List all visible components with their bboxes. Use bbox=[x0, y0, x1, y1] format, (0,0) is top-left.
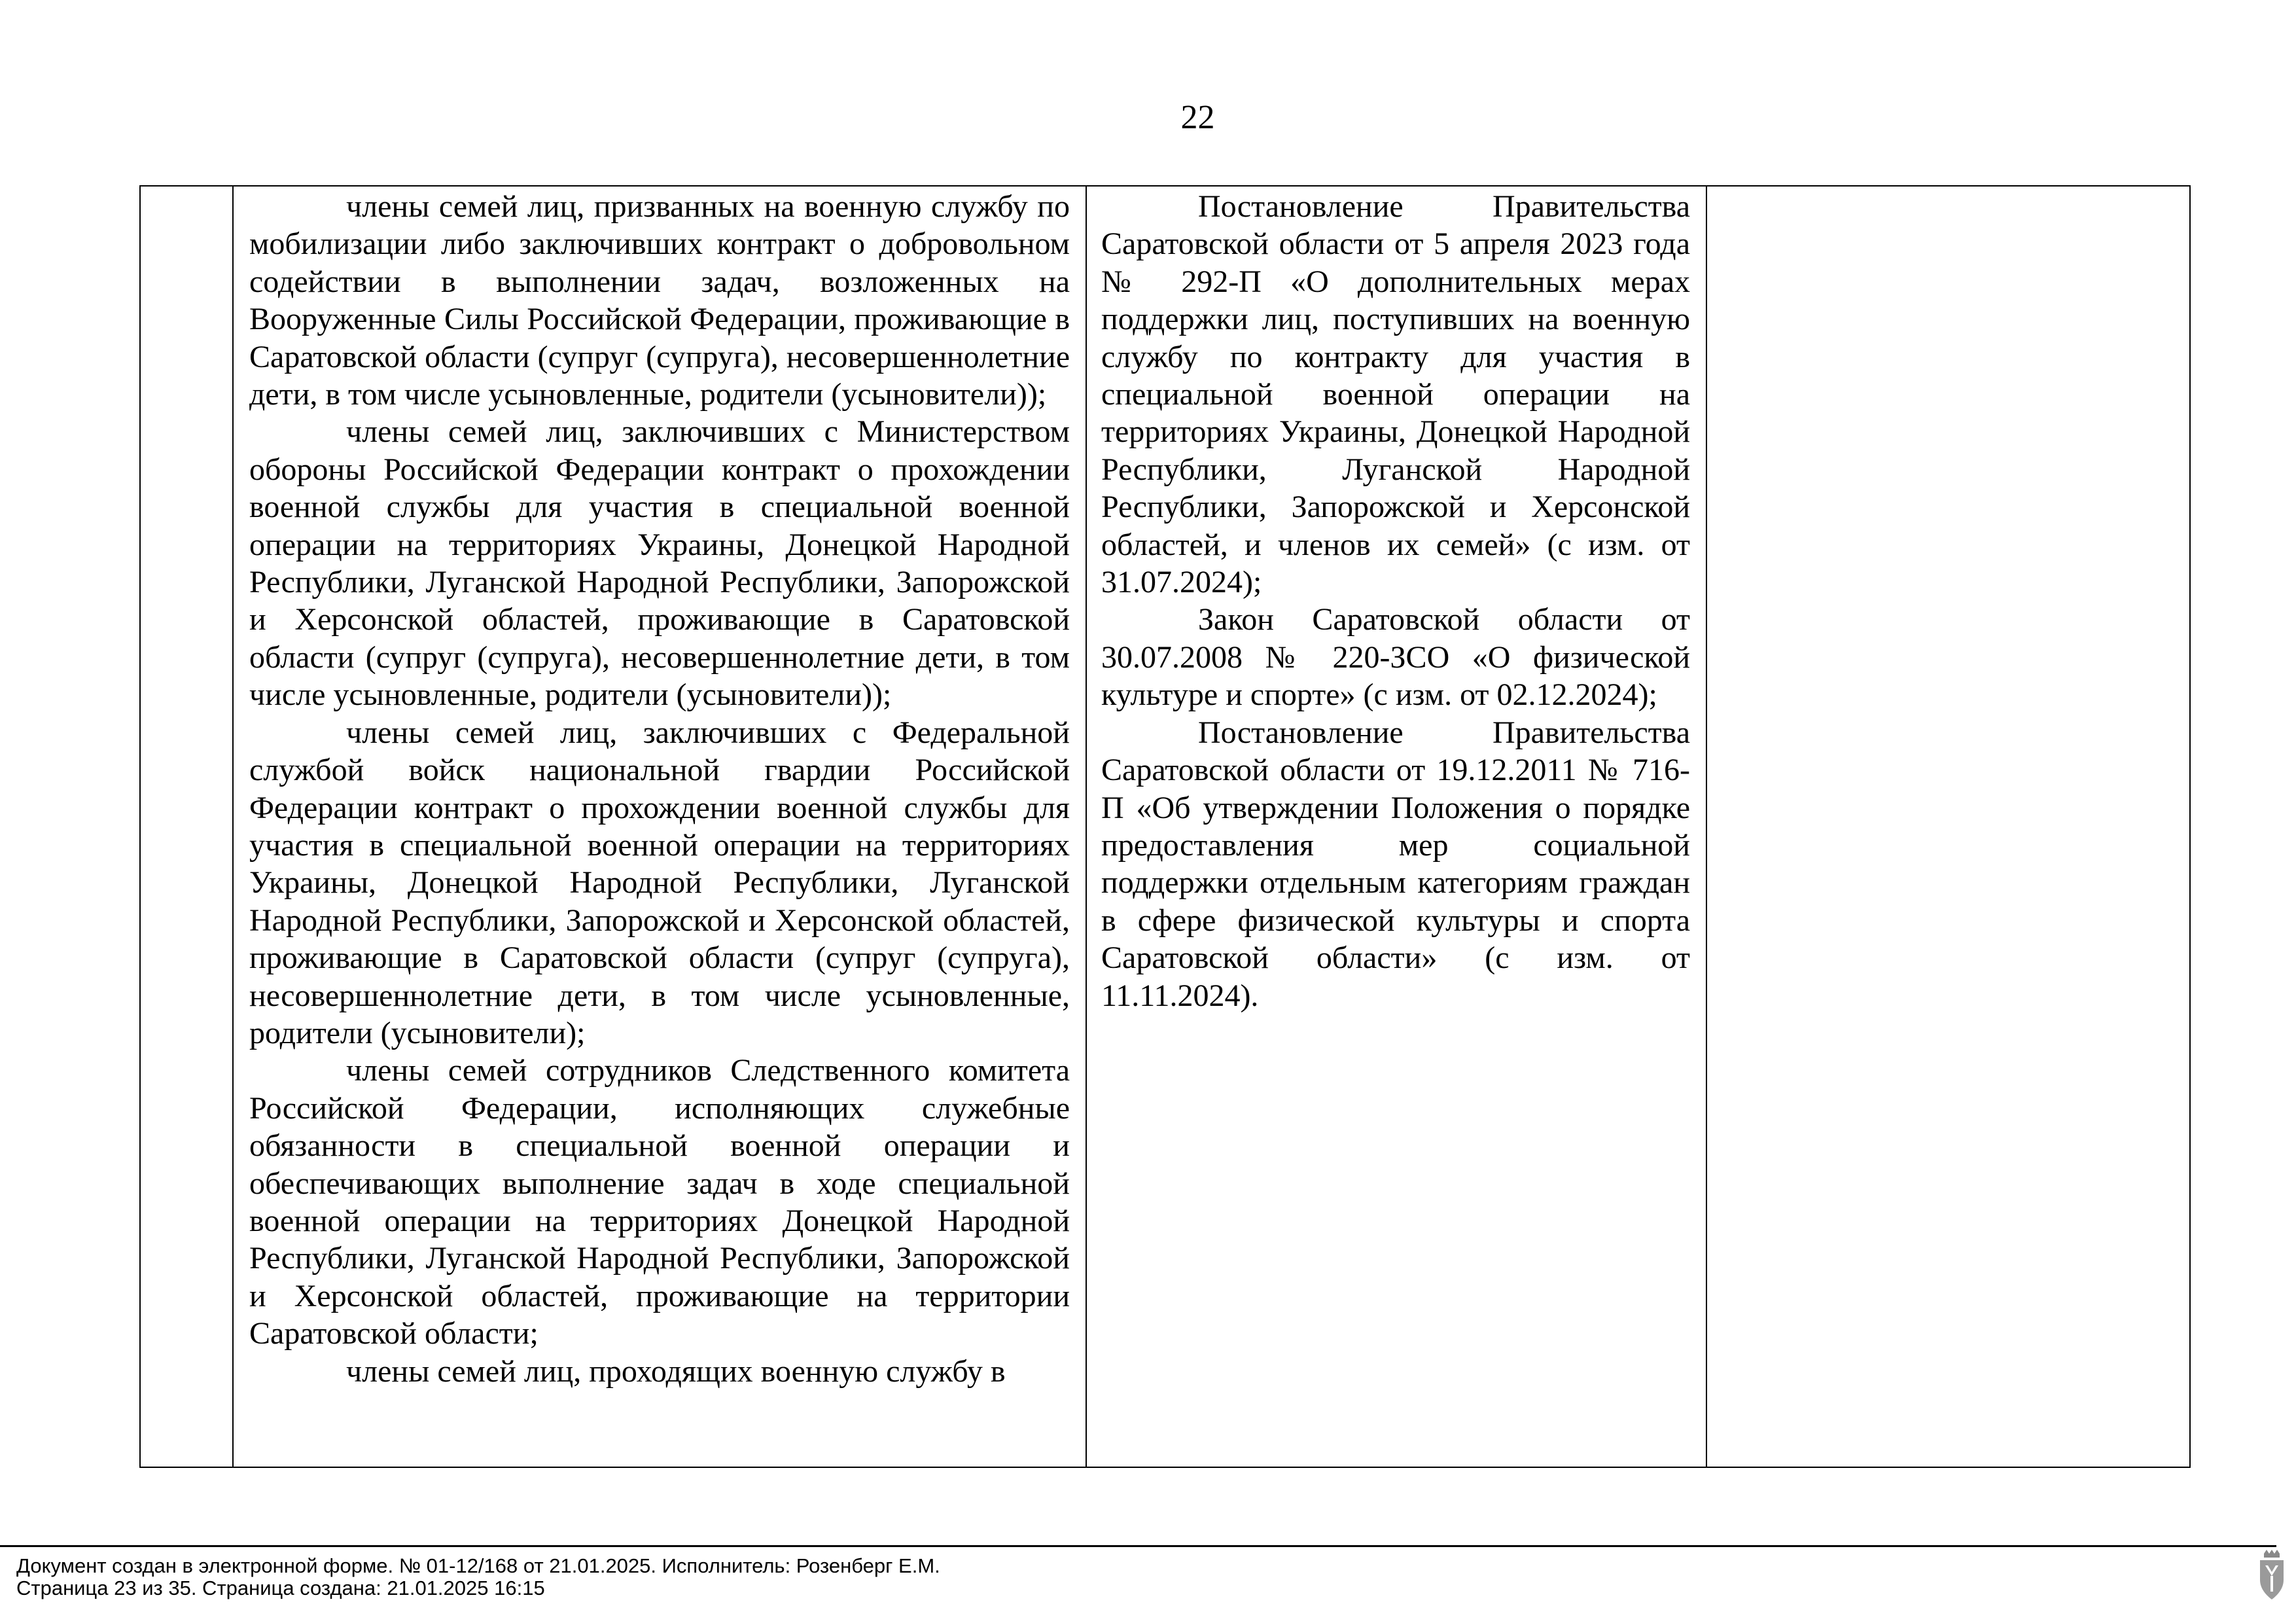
recipients-paragraph: члены семей лиц, проходящих военную службу в bbox=[346, 1353, 1006, 1389]
table-cell-recipients bbox=[233, 186, 1086, 1467]
footer bbox=[16, 1555, 940, 1599]
recipients-paragraph: члены семей сотрудников Следственного комитета Российской Федерации, исполняющих служебные обязанности в специальной военной операции и обеспечивающих выполнение задач в ходе специальной военной операции на территориях Донецкой Народной Республики, Луганской Народной Республики, Запорожской и Херсонской областей, проживающие на территории Саратовской области; bbox=[249, 1053, 1070, 1351]
legal-basis-paragraph: Постановление Правительства Саратовской области от 19.12.2011 № 716-П «Об утверждении Положения о порядке предоставления мер социальной поддержки отдельным категориям граждан в сфере физической культуры и спорта Саратовской области» (с изм. от 11.11.2024). bbox=[1101, 715, 1690, 1013]
legal-basis-paragraph: Постановление Правительства Саратовской области от 5 апреля 2023 года № 292-П «О дополнительных мерах поддержки лиц, поступивших на военную службу по контракту для участия в специальной военной операции на территориях Украины, Донецкой Народной Республики, Луганской Народной Республики, Запорожской и Херсонской областей, и членов их семей» (с изм. от 31.07.2024); bbox=[1101, 189, 1690, 600]
recipients-paragraph: члены семей лиц, призванных на военную службу по мобилизации либо заключивших контракт о добровольном содействии в выполнении задач, возложенных на Вооруженные Силы Российской Федерации, проживающие в Саратовской области (супруг (супруга), несовершеннолетние дети, в том числе усыновленные, родители (усыновители)); bbox=[249, 189, 1070, 412]
table-cell-legal-basis bbox=[1086, 186, 1706, 1467]
recipients-paragraph: члены семей лиц, заключивших с Федеральной службой войск национальной гвардии Российской Федерации контракт о прохождении военной службы для участия в специальной военной операции на территориях Украины, Донецкой Народной Республики, Луганской Народной Республики, Запорожской и Херсонской областей, проживающие в Саратовской области (супруг (супруга), несовершеннолетние дети, в том числе усыновленные, родители (усыновители); bbox=[249, 715, 1070, 1050]
footer-divider bbox=[0, 1545, 2276, 1547]
legal-basis-text bbox=[1087, 187, 1706, 1014]
table-cell-number bbox=[140, 186, 233, 1467]
recipients-paragraph: члены семей лиц, заключивших с Министерством обороны Российской Федерации контракт о прохождении военной службы для участия в специальной военной операции на территориях Украины, Донецкой Народной Республики, Луганской Народной Республики, Запорожской и Херсонской областей, проживающие в Саратовской области (супруг (супруга), несовершеннолетние дети, в том числе усыновленные, родители (усыновители)); bbox=[249, 414, 1070, 713]
footer-line-page-info: Страница 23 из 35. Страница создана: 21.01.2025 16:15 bbox=[16, 1577, 545, 1599]
footer-line-document-info: Документ создан в электронной форме. № 01-12/168 от 21.01.2025. Исполнитель: Розенберг Е.М. bbox=[16, 1554, 940, 1577]
page-number: 22 bbox=[1180, 99, 1215, 136]
legal-basis-paragraph: Закон Саратовской области от 30.07.2008 № 220-ЗСО «О физической культуре и спорте» (с изм. от 02.12.2024); bbox=[1101, 602, 1690, 713]
recipients-text bbox=[234, 187, 1086, 1467]
table-row bbox=[140, 186, 2190, 1467]
document-table bbox=[139, 185, 2191, 1468]
saratov-coat-of-arms-icon bbox=[2257, 1550, 2286, 1599]
table-cell-empty bbox=[1706, 186, 2190, 1467]
